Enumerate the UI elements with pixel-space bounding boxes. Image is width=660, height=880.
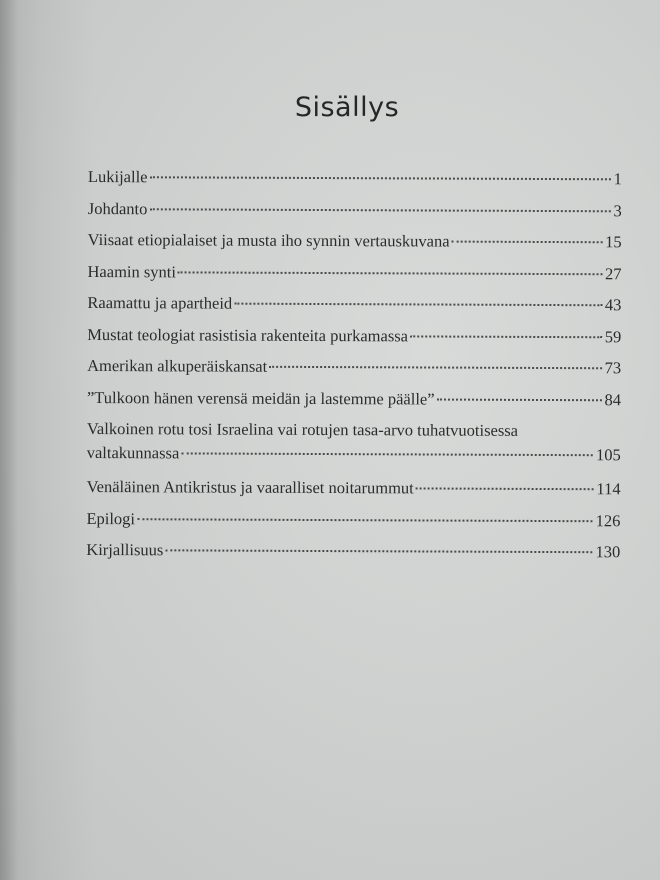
toc-entry-title: Epilogi — [86, 508, 136, 528]
toc-entry-amerikan-alkuperaiskansat — [87, 355, 621, 389]
toc-entry-page: 84 — [604, 389, 622, 409]
toc-entry-title-line1: Valkoinen rotu tosi Israelina vai rotujen tasa-arvo tuhatvuotisessa — [86, 418, 519, 440]
toc-leader-dots — [181, 452, 593, 456]
toc-entry-title: Kirjallisuus — [86, 539, 164, 560]
toc-entry-page: 15 — [605, 232, 622, 252]
toc-leader-dots — [452, 241, 603, 244]
toc-entry-page: 43 — [604, 295, 622, 315]
toc-leader-dots — [165, 549, 592, 553]
toc-entry-johdanto — [88, 197, 622, 231]
page-gutter-shadow — [0, 0, 18, 880]
toc-leader-dots — [150, 176, 611, 180]
toc-entry-title: Johdanto — [87, 198, 148, 218]
toc-entry-page: 59 — [604, 326, 622, 346]
table-of-contents — [86, 166, 622, 573]
toc-entry-valkoinen-rotu — [87, 418, 621, 478]
toc-entry-title: ”Tulkoon hänen verensä meidän ja lastemme päälle” — [86, 387, 435, 409]
toc-entry-page: 105 — [595, 445, 621, 465]
toc-entry-page: 114 — [596, 479, 621, 499]
toc-leader-dots — [437, 398, 602, 401]
page-title: Sisällys — [294, 92, 400, 123]
toc-leader-dots — [269, 366, 601, 369]
toc-entry-raamattu-ja-apartheid — [87, 292, 621, 326]
toc-leader-dots — [178, 271, 602, 275]
toc-entry-page: 130 — [595, 542, 621, 562]
toc-entry-page: 73 — [604, 358, 622, 378]
toc-leader-dots — [234, 303, 602, 307]
toc-entry-title: Mustat teologiat rasistisia rakenteita purkamassa — [87, 324, 409, 345]
toc-entry-title: Amerikan alkuperäiskansat — [87, 355, 268, 376]
toc-entry-kirjallisuus — [86, 539, 620, 573]
toc-leader-dots — [416, 487, 594, 490]
toc-entry-epilogi — [86, 507, 620, 541]
toc-entry-title: Venäläinen Antikristus ja vaaralliset noitarummut — [86, 476, 414, 498]
toc-entry-page: 126 — [595, 510, 621, 530]
toc-entry-venalainen-antikristus — [87, 476, 621, 510]
toc-entry-title: Haamin synti — [87, 261, 177, 281]
toc-entry-title: Viisaat etiopialaiset ja musta iho synnin vertauskuvana — [87, 229, 450, 251]
toc-leader-dots — [410, 335, 602, 338]
toc-entry-page: 3 — [613, 200, 622, 220]
toc-leader-dots — [137, 518, 593, 522]
toc-entry-mustat-teologiat — [87, 323, 621, 357]
toc-entry-tulkoon-hanen-verensa — [87, 386, 621, 420]
toc-entry-haamin-synti — [87, 260, 621, 294]
toc-leader-dots — [149, 208, 610, 212]
toc-entry-page: 27 — [604, 263, 622, 283]
toc-entry-title: Lukijalle — [87, 166, 148, 187]
toc-entry-viisaat-etiopialaiset — [88, 229, 622, 263]
toc-entry-page: 1 — [613, 169, 622, 189]
toc-entry-title-line2: valtakunnassa — [86, 442, 180, 463]
toc-entry-lukijalle — [88, 166, 622, 200]
toc-entry-title: Raamattu ja apartheid — [87, 292, 233, 313]
